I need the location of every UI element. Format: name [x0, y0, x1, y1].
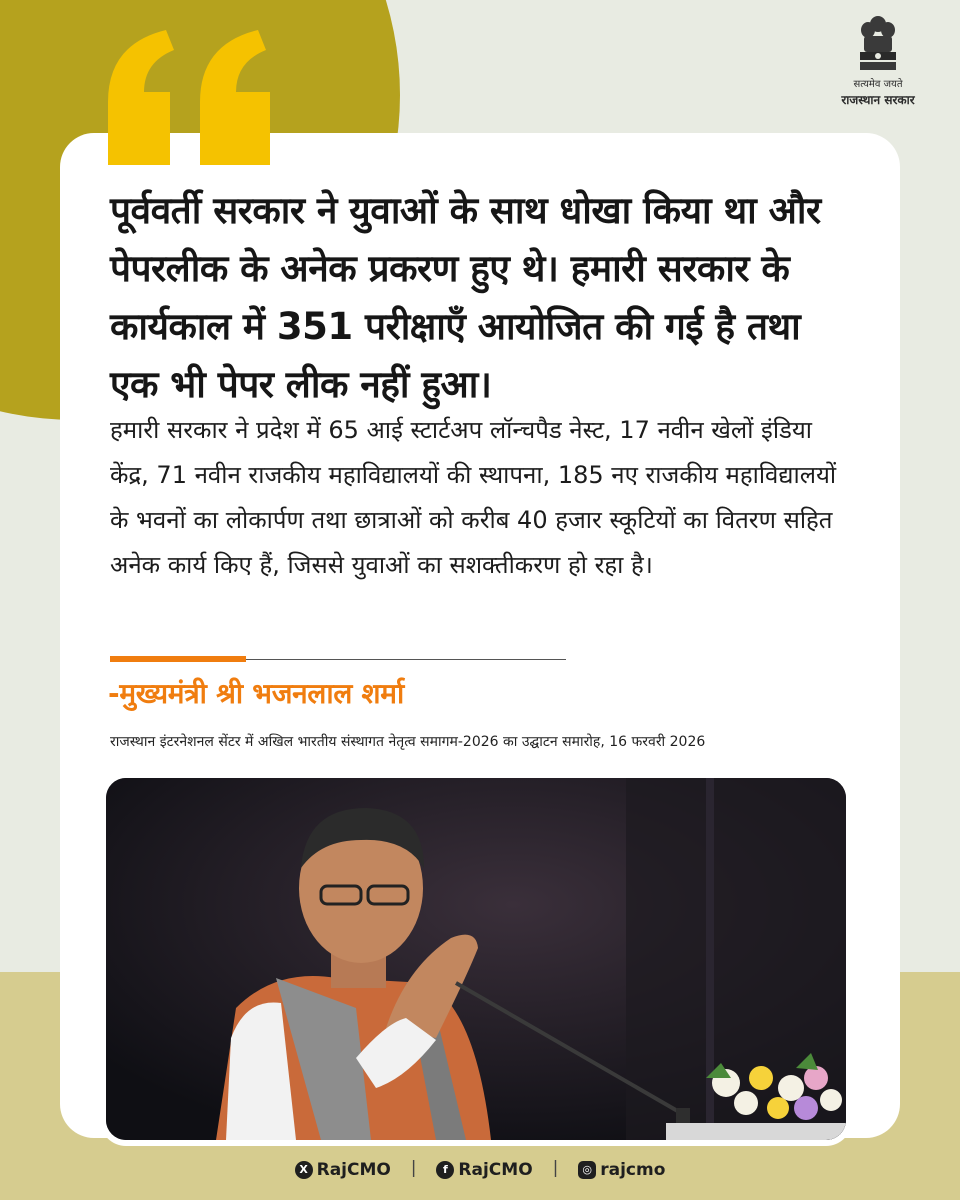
instagram-logo-icon: ◎ — [578, 1161, 596, 1179]
quote-headline: पूर्ववर्ती सरकार ने युवाओं के साथ धोखा किया था और पेपरलीक के अनेक प्रकरण हुए थे। हमारी सरकार के कार्यकाल में 351 परीक्षाएँ आयोजित की गई है तथा एक भी पेपर लीक नहीं हुआ। — [110, 189, 821, 406]
divider-line — [246, 659, 566, 660]
speaker-name: -मुख्यमंत्री श्री भजनलाल शर्मा — [108, 677, 404, 710]
x-logo-icon: X — [295, 1161, 313, 1179]
event-caption: राजस्थान इंटरनेशनल सेंटर में अखिल भारतीय संस्थागत नेतृत्व समागम-2026 का उद्घाटन समारोह, 16 फरवरी 2026 — [110, 734, 706, 750]
emblem-motto: सत्यमेव जयते — [853, 79, 903, 90]
state-emblem — [830, 14, 926, 108]
quote-body: हमारी सरकार ने प्रदेश में 65 आई स्टार्टअप लॉन्चपैड नेस्ट, 17 नवीन खेलों इंडिया केंद्र, 71 नवीन राजकीय महाविद्यालयों की स्थापना, 185 नए राजकीय महाविद्यालयों के भवनों का लोकार्पण तथा छात्राओं को करीब 40 हजार स्कूटियों का वितरण सहित अनेक कार्य किए हैं, जिससे युवाओं का सशक्तीकरण हो रहा है। — [110, 416, 837, 579]
separator: | — [552, 1158, 559, 1178]
speaker-photo — [106, 778, 846, 1140]
ashoka-emblem-icon — [856, 14, 900, 74]
instagram-handle[interactable] — [578, 1160, 665, 1180]
social-handles — [0, 1158, 960, 1180]
separator: | — [410, 1158, 417, 1178]
quote-mark-icon — [108, 30, 278, 170]
facebook-logo-icon: f — [436, 1161, 454, 1179]
government-name: राजस्थान सरकार — [841, 93, 915, 107]
instagram-handle-text: rajcmo — [600, 1159, 666, 1180]
divider-accent — [110, 656, 246, 662]
x-handle[interactable] — [295, 1160, 391, 1180]
x-handle-text: RajCMO — [316, 1159, 391, 1180]
facebook-handle-text: RajCMO — [458, 1159, 533, 1180]
facebook-handle[interactable] — [436, 1160, 532, 1180]
